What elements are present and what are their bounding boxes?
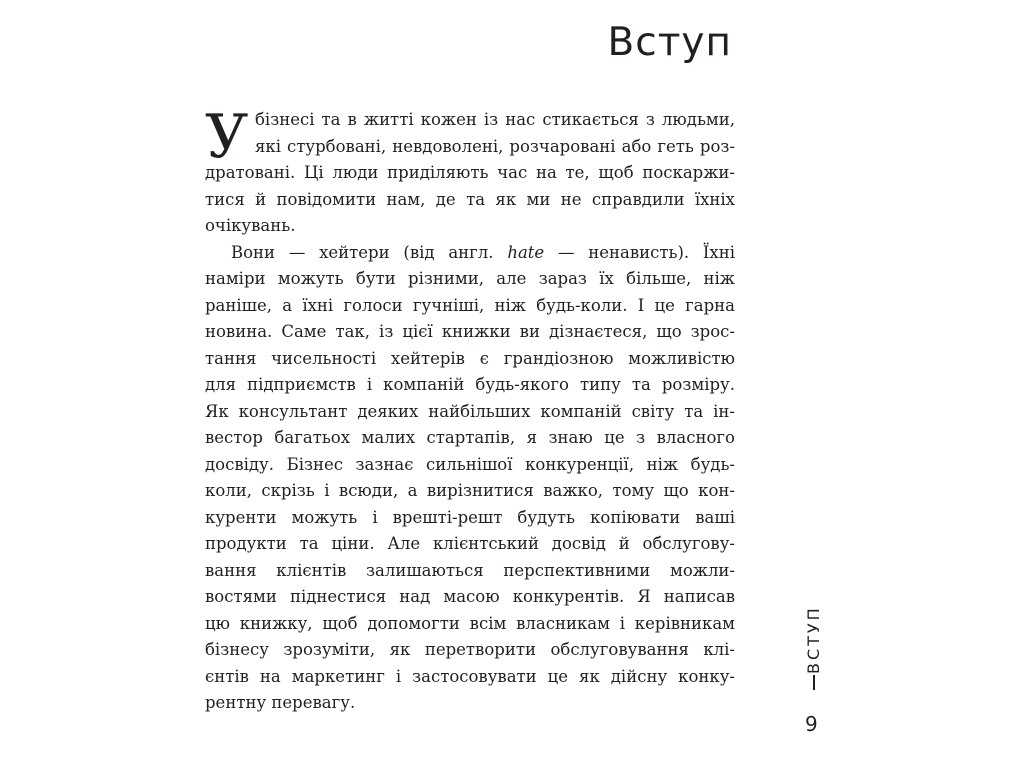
body-text bbox=[205, 102, 735, 717]
text-line: бізнесу зрозуміти, як перетворити обслуговування клі- bbox=[205, 640, 735, 659]
text-fragment: Вони — хейтери (від англ. bbox=[231, 242, 508, 262]
text-line bbox=[205, 240, 735, 267]
text-line: куренти можуть і врешті-решт будуть копіювати ваші bbox=[205, 507, 735, 527]
text-line: наміри можуть бути різними, але зараз їх більше, ніж bbox=[205, 269, 735, 288]
text-line: для підприємств і компаній будь-якого типу та розміру. bbox=[205, 375, 735, 394]
text-line: тання чисельності хейтерів є грандіозною можливістю bbox=[205, 348, 735, 368]
text-line: дратовані. Ці люди приділяють час на те, щоб поскаржи- bbox=[205, 163, 735, 182]
chapter-title: Вступ bbox=[607, 20, 732, 65]
text-fragment: — ненависть). Їхні bbox=[544, 242, 735, 262]
text-line: тися й повідомити нам, де та як ми не справдили їхніх bbox=[205, 189, 735, 209]
text-line: бізнесі та в житті кожен із нас стикається з людьми, bbox=[255, 110, 735, 129]
text-line: які стурбовані, невдоволені, розчаровані або геть роз- bbox=[255, 136, 735, 156]
text-line: Як консультант деяких найбільших компаній світу та ін- bbox=[205, 401, 735, 421]
text-line: раніше, а їхні голоси гучніші, ніж будь-коли. І це гарна bbox=[205, 295, 735, 315]
text-line: очікувань. bbox=[205, 216, 296, 235]
text-line: вання клієнтів залишаються перспективними можли- bbox=[205, 560, 735, 580]
page-number: 9 bbox=[805, 712, 818, 736]
italic-word: hate bbox=[507, 242, 545, 262]
text-line: вестор багатьох малих стартапів, я знаю це з власного bbox=[205, 428, 735, 447]
text-line: новина. Саме так, із цієї книжки ви дізнаєтеся, що зрос- bbox=[205, 322, 735, 341]
text-line: досвіду. Бізнес зазнає сильнішої конкуренції, ніж будь- bbox=[205, 454, 735, 474]
text-line: єнтів на маркетинг і застосовувати це як дійсну конку- bbox=[205, 666, 735, 686]
drop-cap: У bbox=[205, 102, 249, 172]
text-line: востями піднестися над масою конкурентів. Я написав bbox=[205, 587, 735, 606]
text-line: коли, скрізь і всюди, а вирізнитися важко, тому що кон- bbox=[205, 481, 735, 500]
text-line: цю книжку, щоб допомогти всім власникам і керівникам bbox=[205, 613, 735, 633]
header-divider bbox=[813, 675, 815, 690]
running-header-label: ВСТУП bbox=[804, 605, 823, 674]
text-line: рентну перевагу. bbox=[205, 693, 356, 712]
text-line: продукти та ціни. Але клієнтський досвід й обслугову- bbox=[205, 534, 735, 553]
